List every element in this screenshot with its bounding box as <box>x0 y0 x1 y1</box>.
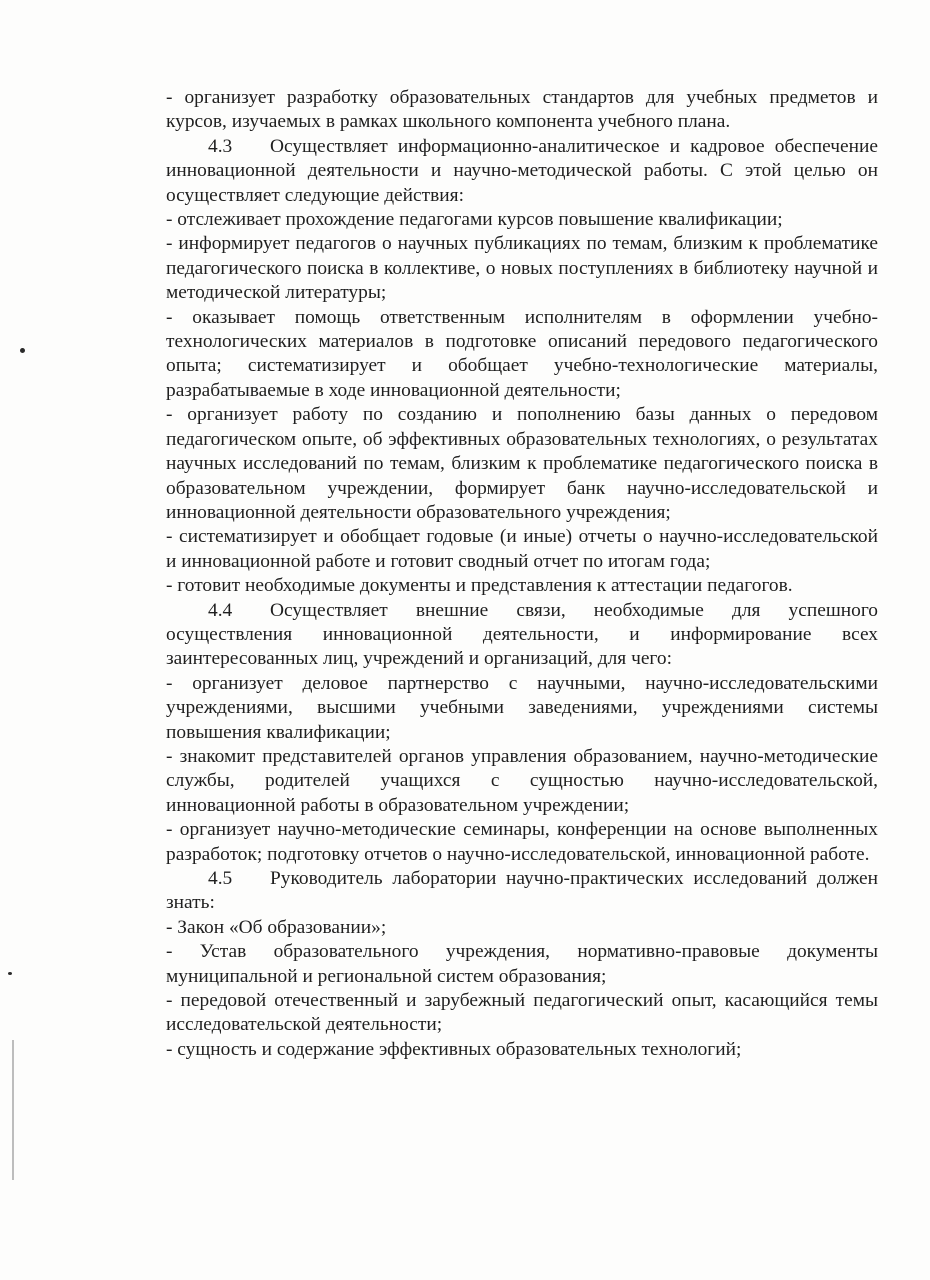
list-item: - информирует педагогов о научных публикациях по темам, близким к проблематике педагогического поиска в коллективе, о новых поступлениях в библиотеку научной и методической литературы; <box>166 233 878 304</box>
section-text: Руководитель лаборатории научно-практических исследований должен знать: <box>166 868 878 914</box>
scan-speck <box>8 972 12 975</box>
section-4-4 <box>166 599 878 672</box>
section-number: 4.4 <box>208 599 233 621</box>
scan-speck <box>20 348 25 353</box>
section-text: Осуществляет внешние связи, необходимые для успешного осуществления инновационной деятельности, и информирование всех заинтересованных лиц, учреждений и организаций, для чего: <box>166 599 878 670</box>
list-item: - Устав образовательного учреждения, нормативно-правовые документы муниципальной и региональной систем образования; <box>166 941 878 987</box>
section-4-3 <box>166 135 878 208</box>
scan-edge-mark <box>12 1040 14 1180</box>
document-body <box>166 86 878 1062</box>
section-number: 4.5 <box>208 868 233 889</box>
section-number: 4.3 <box>208 135 233 157</box>
list-item: - знакомит представителей органов управления образованием, научно-методические службы, родителей учащихся с сущностью научно-исследовательской, инновационной работы в образовательном учреждении; <box>166 745 878 816</box>
list-item: - передовой отечественный и зарубежный педагогический опыт, касающийся темы исследовательской деятельности; <box>166 990 878 1036</box>
list-item: - организует работу по созданию и пополнению базы данных о передовом педагогическом опыте, об эффективных образовательных технологиях, о результатах научных исследований по темам, близким к проблематике педагогического поиска в образовательном учреждении, формирует банк научно-исследовательской и инновационной деятельности образовательного учреждения; <box>166 404 878 523</box>
section-4-5 <box>166 867 878 916</box>
list-item: - организует разработку образовательных стандартов для учебных предметов и курсов, изучаемых в рамках школьного компонента учебного плана. <box>166 87 878 133</box>
list-item: - готовит необходимые документы и представления к аттестации педагогов. <box>166 575 793 597</box>
list-item: - организует научно-методические семинары, конференции на основе выполненных разработок; подготовку отчетов о научно-исследовательской, инновационной работе. <box>166 819 878 865</box>
list-item: - оказывает помощь ответственным исполнителям в оформлении учебно-технологических материалов в подготовке описаний передового педагогического опыта; систематизирует и обобщает учебно-технологические материалы, разрабатываемые в ходе инновационной деятельности; <box>166 306 878 401</box>
list-item: - сущность и содержание эффективных образовательных технологий; <box>166 1038 742 1060</box>
list-item: - отслеживает прохождение педагогами курсов повышение квалификации; <box>166 209 783 231</box>
list-item: - систематизирует и обобщает годовые (и иные) отчеты о научно-исследовательской и инновационной работе и готовит сводный отчет по итогам года; <box>166 526 878 572</box>
list-item: - Закон «Об образовании»; <box>166 916 387 938</box>
section-text: Осуществляет информационно-аналитическое и кадровое обеспечение инновационной деятельности и научно-методической работы. С этой целью он осуществляет следующие действия: <box>166 135 878 206</box>
list-item: - организует деловое партнерство с научными, научно-исследовательскими учреждениями, высшими учебными заведениями, учреждениями системы повышения квалификации; <box>166 672 878 743</box>
